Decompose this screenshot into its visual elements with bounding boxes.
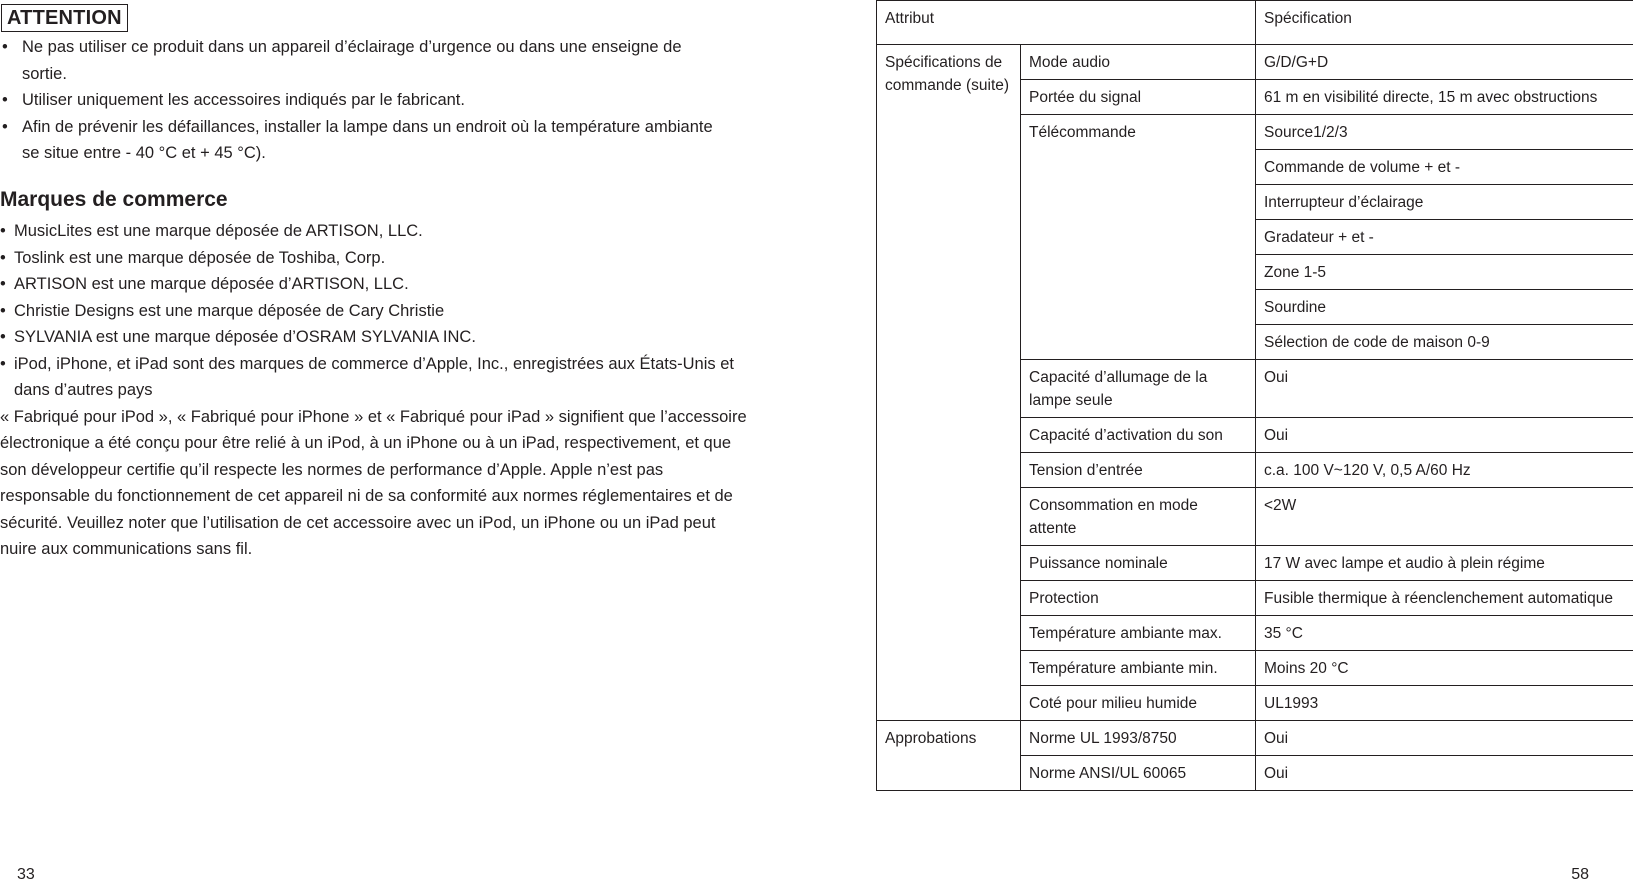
row-value: c.a. 100 V~120 V, 0,5 A/60 Hz <box>1256 453 1633 488</box>
row-label: Capacité d’activation du son <box>1021 418 1256 453</box>
row-value: Gradateur + et - <box>1256 220 1633 255</box>
apple-paragraph: « Fabriqué pour iPod », « Fabriqué pour iPhone » et « Fabriqué pour iPad » signifient que l’accessoire électronique a été conçu pour être relié à un iPod, à un iPhone ou à un iPad, respectivement, et que son développeur certifie qu’il respecte les normes de performance d’Apple. Apple n’est pas responsable du fonctionnement de cet appareil ni de sa conformité aux normes réglementaires et de sécurité. Veuillez noter que l’utilisation de cet accessoire avec un iPod, un iPhone ou un iPad peut nuire aux communications sans fil. <box>0 407 747 558</box>
trademark-item: • iPod, iPhone, et iPad sont des marques de commerce d’Apple, Inc., enregistrées aux États-Unis et dans d’autres pays <box>0 354 734 399</box>
row-value: Moins 20 °C <box>1256 651 1633 686</box>
trademark-item: • Christie Designs est une marque déposée de Cary Christie <box>0 301 445 320</box>
trademark-item: • SYLVANIA est une marque déposée d’OSRAM SYLVANIA INC. <box>0 328 476 346</box>
trademark-text: iPod, iPhone, et iPad sont des marques de commerce d’Apple, Inc., enregistrées aux États-Unis et dans d’autres pays <box>14 354 734 399</box>
row-label: Consommation en mode attente <box>1021 488 1256 546</box>
warning-item: • Afin de prévenir les défaillances, installer la lampe dans un endroit où la température ambiante se situe entre - 40 °C et + 45 °C). <box>2 117 713 162</box>
row-value: Interrupteur d’éclairage <box>1256 185 1633 220</box>
warning-text: Ne pas utiliser ce produit dans un appareil d’éclairage d’urgence ou dans une enseigne de sortie. <box>22 38 682 83</box>
group-label-commande: Spécifications de commande (suite) <box>877 45 1021 721</box>
row-value: Zone 1-5 <box>1256 255 1633 290</box>
attention-label: ATTENTION <box>1 4 128 32</box>
trademark-item: • MusicLites est une marque déposée de ARTISON, LLC. <box>0 222 423 240</box>
trademark-list <box>0 218 760 563</box>
header-attribute: Attribut <box>877 1 1256 45</box>
table-row <box>877 45 1633 80</box>
warning-item: • Utiliser uniquement les accessoires indiqués par le fabricant. <box>2 91 465 109</box>
group-label-approbations: Approbations <box>877 721 1021 791</box>
row-label: Norme UL 1993/8750 <box>1021 721 1256 756</box>
trademark-text: Christie Designs est une marque déposée de Cary Christie <box>14 301 445 320</box>
warning-text: Utiliser uniquement les accessoires indiqués par le fabricant. <box>22 91 465 109</box>
row-label: Puissance nominale <box>1021 546 1256 581</box>
trademark-text: ARTISON est une marque déposée d’ARTISON, LLC. <box>14 275 409 293</box>
trademark-item: • Toslink est une marque déposée de Toshiba, Corp. <box>0 248 386 267</box>
row-value: Oui <box>1256 756 1633 791</box>
row-value: Oui <box>1256 360 1633 418</box>
row-label: Température ambiante max. <box>1021 616 1256 651</box>
trademark-text: MusicLites est une marque déposée de ARTISON, LLC. <box>14 222 423 240</box>
page-number-left: 33 <box>17 866 35 883</box>
row-value: 35 °C <box>1256 616 1633 651</box>
row-value: Sélection de code de maison 0-9 <box>1256 325 1633 360</box>
warning-text: Afin de prévenir les défaillances, installer la lampe dans un endroit où la température ambiante se situe entre - 40 °C et + 45 °C). <box>22 117 713 162</box>
row-value: 17 W avec lampe et audio à plein régime <box>1256 546 1633 581</box>
row-value: Commande de volume + et - <box>1256 150 1633 185</box>
row-label: Tension d’entrée <box>1021 453 1256 488</box>
page-number-right: 58 <box>1571 866 1589 883</box>
row-value: 61 m en visibilité directe, 15 m avec obstructions <box>1256 80 1633 115</box>
table-row <box>877 721 1633 756</box>
warning-item: • Ne pas utiliser ce produit dans un appareil d’éclairage d’urgence ou dans une enseigne de sortie. <box>2 38 682 83</box>
row-label: Température ambiante min. <box>1021 651 1256 686</box>
row-value: Oui <box>1256 721 1633 756</box>
trademark-item: • ARTISON est une marque déposée d’ARTISON, LLC. <box>0 275 409 293</box>
row-value: Oui <box>1256 418 1633 453</box>
row-label: Portée du signal <box>1021 80 1256 115</box>
warning-list <box>0 34 720 167</box>
row-value: UL1993 <box>1256 686 1633 721</box>
trademark-text: Toslink est une marque déposée de Toshiba, Corp. <box>14 248 386 267</box>
row-label: Mode audio <box>1021 45 1256 80</box>
row-label: Norme ANSI/UL 60065 <box>1021 756 1256 791</box>
table-header-row <box>877 1 1633 45</box>
spec-table <box>876 0 1633 791</box>
row-value: Fusible thermique à réenclenchement automatique <box>1256 581 1633 616</box>
row-label-telecommande: Télécommande <box>1021 115 1256 360</box>
trademark-text: SYLVANIA est une marque déposée d’OSRAM SYLVANIA INC. <box>14 328 476 346</box>
row-value: Source1/2/3 <box>1256 115 1633 150</box>
trademarks-heading: Marques de commerce <box>0 188 228 211</box>
row-label: Protection <box>1021 581 1256 616</box>
row-value: Sourdine <box>1256 290 1633 325</box>
row-label: Capacité d’allumage de la lampe seule <box>1021 360 1256 418</box>
header-spec: Spécification <box>1256 1 1633 45</box>
row-label: Coté pour milieu humide <box>1021 686 1256 721</box>
row-value: <2W <box>1256 488 1633 546</box>
row-value: G/D/G+D <box>1256 45 1633 80</box>
